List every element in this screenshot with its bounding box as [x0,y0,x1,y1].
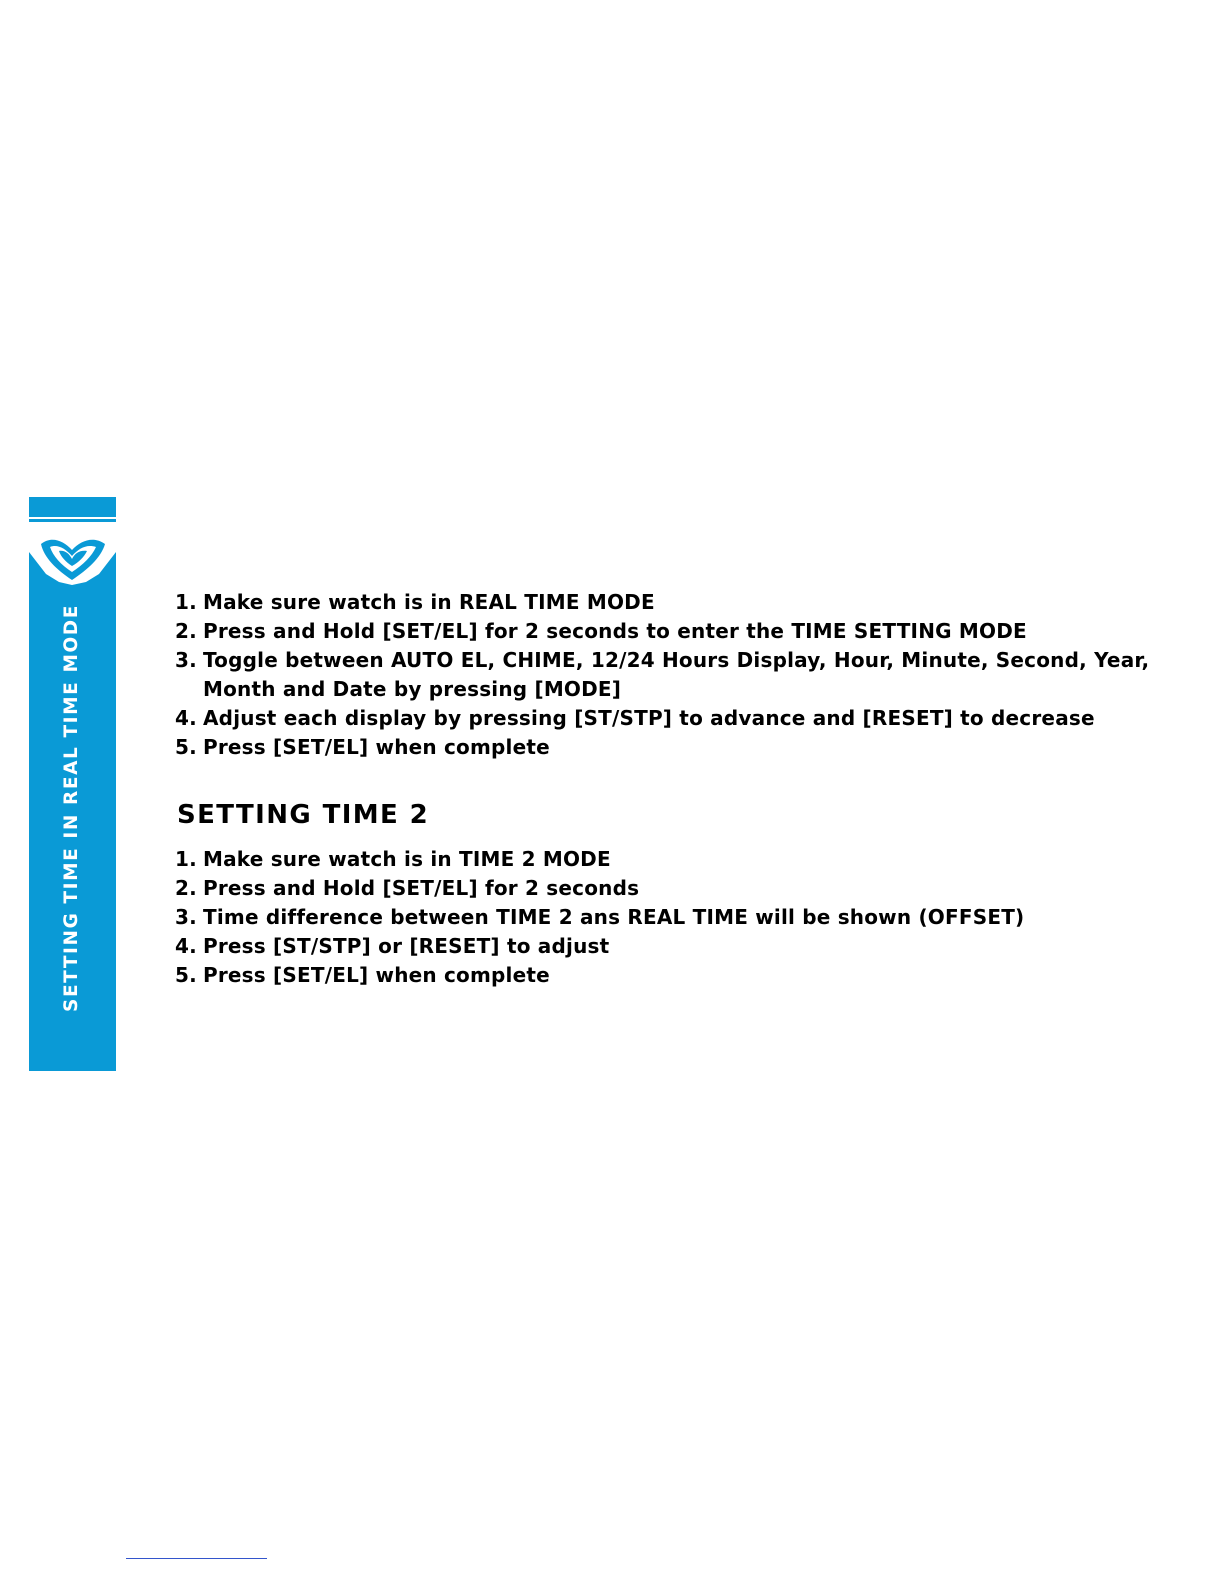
roxy-heart-logo-icon [29,522,116,585]
step-number: 2. [175,619,197,643]
step-text: Press [SET/EL] when complete [203,963,550,987]
step-text: Make sure watch is in TIME 2 MODE [203,847,611,871]
list-item [175,932,1155,961]
step-number: 2. [175,876,197,900]
step-number: 1. [175,847,197,871]
step-number: 4. [175,934,197,958]
list-item [175,874,1155,903]
list-item [175,961,1155,990]
list-item [175,617,1155,646]
list-item [175,733,1155,762]
step-text: Make sure watch is in REAL TIME MODE [203,590,655,614]
step-number: 1. [175,590,197,614]
list-item [175,845,1155,874]
real-time-steps [175,588,1155,762]
side-tab [29,497,116,1071]
list-item [175,588,1155,617]
step-text: Press and Hold [SET/EL] for 2 seconds to enter the TIME SETTING MODE [203,619,1027,643]
step-number: 4. [175,706,197,730]
step-text: Adjust each display by pressing [ST/STP] to advance and [RESET] to decrease [203,706,1095,730]
section-heading: SETTING TIME 2 [177,800,430,830]
step-text: Press [SET/EL] when complete [203,735,550,759]
footer-divider [126,1558,267,1559]
list-item [175,903,1155,932]
list-item [175,704,1155,733]
step-number: 5. [175,735,197,759]
tab-divider [29,517,116,519]
step-number: 5. [175,963,197,987]
step-text: Press [ST/STP] or [RESET] to adjust [203,934,610,958]
step-number: 3. [175,905,197,929]
step-text: Press and Hold [SET/EL] for 2 seconds [203,876,640,900]
step-text: Time difference between TIME 2 ans REAL TIME will be shown (OFFSET) [203,905,1025,929]
sidebar-label: SETTING TIME IN REAL TIME MODE [61,604,82,1012]
main-content [175,588,1155,990]
list-item [175,646,1155,704]
step-text: Toggle between AUTO EL, CHIME, 12/24 Hours Display, Hour, Minute, Second, Year, Month and Date by pressing [MODE] [203,648,1150,701]
logo-box [29,522,116,585]
time2-steps [175,845,1155,990]
step-number: 3. [175,648,197,672]
